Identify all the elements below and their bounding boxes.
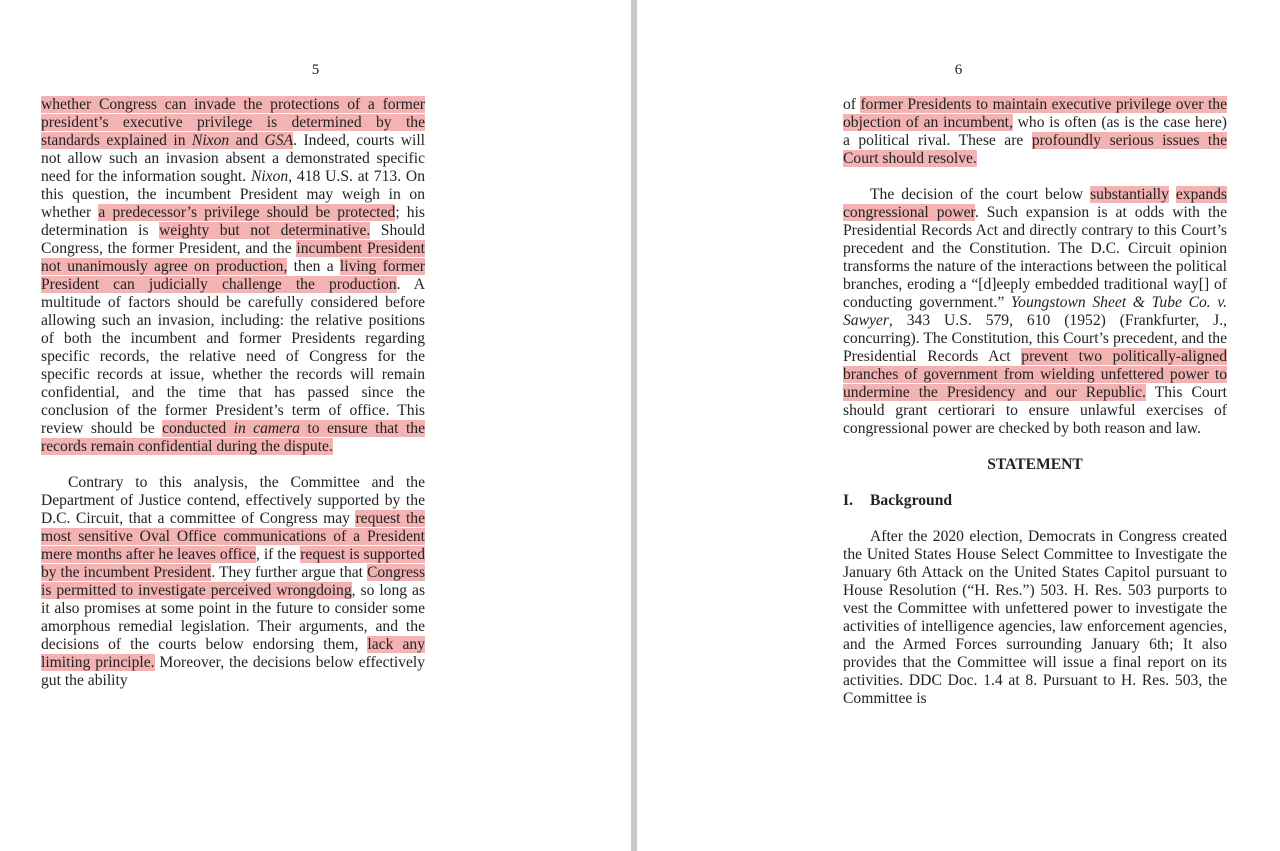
highlighted-text: Congress is permitted to investigate perceived wrongdoing (41, 564, 426, 599)
highlighted-text: former Presidents to maintain executive privilege over the objection of an incumbent, (843, 96, 1228, 131)
italic-text: Nixon (250, 168, 289, 185)
text-run: . They further argue that (211, 564, 367, 581)
paragraph-gap (843, 438, 1227, 456)
text-run: Should Congress, the former President, and the (41, 222, 425, 257)
highlighted-text: prevent two politically-aligned branches of government from wielding unfettered power to undermine the Presidency and our Republic. (843, 348, 1227, 401)
page-number: 6 (954, 62, 963, 78)
text-run: , 418 U.S. at 713. On this question, the incumbent President may weigh in on whether (41, 168, 425, 221)
paragraph (41, 96, 425, 456)
paragraph (843, 528, 1227, 708)
text-run: Contrary to this analysis, the Committee and the Department of Justice contend, effectively supported by the D.C. Circuit, that a committee of Congress may (41, 474, 425, 527)
highlighted-text: and (229, 132, 265, 149)
text-run: , if the (256, 546, 301, 563)
text-run: The decision of the court below (870, 186, 1091, 203)
highlighted-text: request is supported by the incumbent President (41, 546, 425, 581)
paragraph (843, 186, 1227, 438)
highlighted-text: whether Congress can invade the protections of a former president’s executive privilege is determined by the standards explained in (41, 96, 425, 149)
highlighted-text: Nixon (191, 132, 230, 149)
highlighted-text: expands congressional power (843, 186, 1227, 221)
highlighted-text: GSA (264, 132, 294, 149)
section-numeral: I. (843, 492, 853, 509)
text-column (41, 96, 425, 690)
left-page (0, 0, 631, 851)
paragraph (41, 474, 425, 690)
text-run (1169, 186, 1176, 203)
text-run: ; his determination is (41, 204, 426, 239)
highlighted-text: to ensure that the records remain confidential during the dispute. (41, 420, 425, 455)
paragraph-gap (843, 474, 1227, 492)
text-run: This Court should grant certiorari to ensure unlawful exercises of congressional power are checked by both reason and law. (843, 384, 1227, 437)
text-run: . Indeed, courts will not allow such an invasion absent a demonstrated specific need for the information sought. (41, 132, 426, 185)
highlighted-text: request the most sensitive Oval Office communications of a President mere months after he leaves office (41, 510, 426, 563)
text-run: Moreover, the decisions below effectively gut the ability (41, 654, 426, 689)
text-run: , so long as it also promises at some point in the future to consider some amorphous remedial legislation. Their arguments, and the decisions of the courts below endorsing them, (41, 582, 426, 653)
highlighted-text: living former President can judicially challenge the production (41, 258, 425, 293)
text-run: of (843, 96, 861, 113)
text-run: After the 2020 election, Democrats in Congress created the United States House Select Committee to Investigate the January 6th Attack on the United States Capitol pursuant to House Resolution (“H. Res.”) 503. H. Res. 503 purports to vest the Committee with unfettered power to investigate the activities of intelligence agencies, law enforcement agencies, and the Armed Forces surrounding January 6th; It also provides that the Committee will issue a final report on its activities. DDC Doc. 1.4 at 8. Pursuant to H. Res. 503, the Committee is (843, 528, 1227, 707)
highlighted-text: lack any limiting principle. (41, 636, 425, 671)
paragraph (843, 96, 1227, 168)
text-run: , 343 U.S. 579, 610 (1952) (Frankfurter, J., concurring). The Constitution, this Court’s precedent, and the Presidential Records Act (843, 312, 1227, 365)
highlighted-text: in camera (233, 420, 300, 437)
page-number: 5 (311, 62, 320, 78)
paragraph-gap (41, 456, 425, 474)
section-title: Background (870, 492, 953, 509)
statement-heading: STATEMENT (987, 456, 1083, 473)
highlighted-text: weighty but not determinative. (159, 222, 371, 239)
right-page (637, 0, 1280, 851)
highlighted-text: a predecessor’s privilege should be protected (98, 204, 396, 221)
paragraph-gap (843, 168, 1227, 186)
text-run: then a (287, 258, 340, 275)
highlighted-text: conducted (162, 420, 234, 437)
text-run: . Such expansion is at odds with the Presidential Records Act and directly contrary to this Court’s precedent and the Constitution. The D.C. Circuit opinion transforms the nature of the interactions between the political branches, eroding a “[d]eeply embedded traditional way[] of conducting government.” (843, 204, 1227, 311)
highlighted-text: substantially (1090, 186, 1169, 203)
highlighted-text: incumbent President not unanimously agree on production, (41, 240, 425, 275)
highlighted-text: profoundly serious issues the Court should resolve. (843, 132, 1227, 167)
italic-text: Youngstown Sheet & Tube Co. v. Sawyer (843, 294, 1227, 329)
text-column (843, 96, 1227, 708)
section-heading (843, 492, 1227, 510)
paragraph-gap (843, 510, 1227, 528)
text-run: . A multitude of factors should be carefully considered before allowing such an invasion, including: the relative positions of both the incumbent and former Presidents regarding specific records, the relative need of Congress for the specific records at issue, whether the records will remain confidential, and the time that has passed since the conclusion of the former President’s term of office. This review should be (41, 276, 425, 437)
text-run: who is often (as is the case here) a political rival. These are (843, 114, 1227, 149)
